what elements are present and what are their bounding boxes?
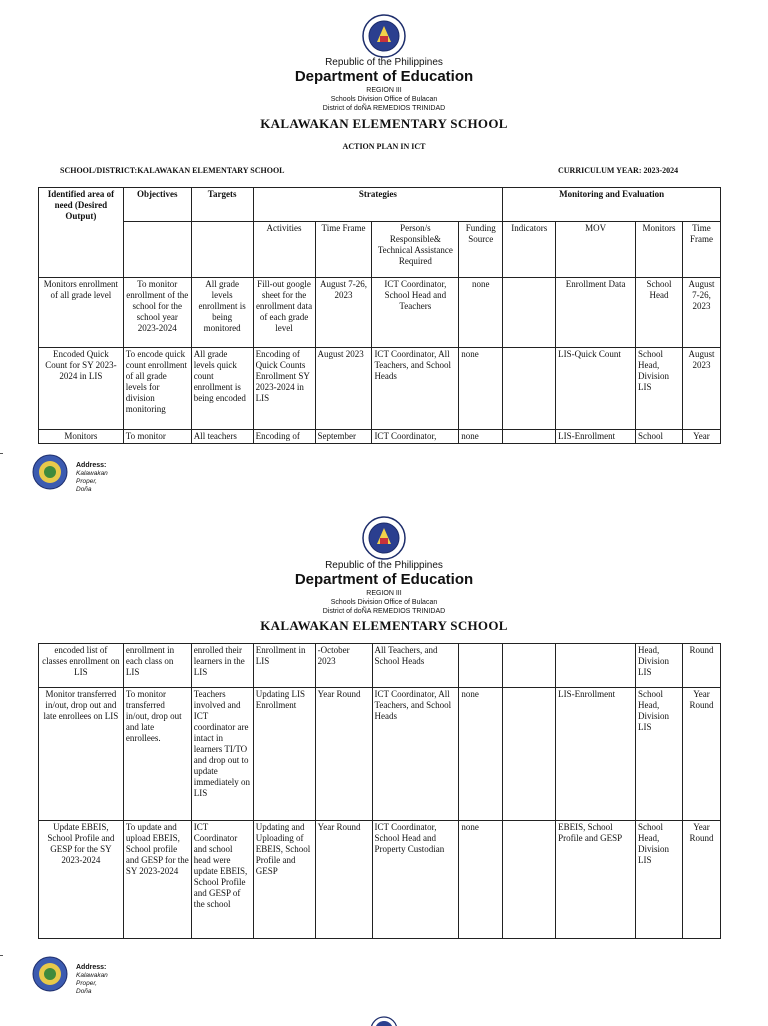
region-line: REGION III: [366, 87, 402, 94]
cell-time-frame: September: [315, 430, 372, 444]
header-strategies: Strategies: [253, 188, 503, 222]
cell-objectives: To encode quick count enrollment of all grade levels for division monitoring: [123, 348, 191, 430]
cell-funding: none: [459, 821, 503, 939]
table-row: [39, 430, 721, 444]
cell-time-frame: Year Round: [315, 821, 372, 939]
header-me-time-frame: Time Frame: [682, 222, 720, 278]
table-row: [39, 821, 721, 939]
footer-address: [76, 964, 108, 996]
cell-activities: Enrollment in LIS: [253, 644, 315, 688]
cell-me-time-frame: August 2023: [682, 348, 720, 430]
cell-area: Update EBEIS, School Profile and GESP for the SY 2023-2024: [39, 821, 124, 939]
cell-targets: Teachers involved and ICT coordinator are intact in learners TI/TO and drop out to update immediately on LIS: [191, 688, 253, 821]
cell-monitors: School Head: [636, 278, 683, 348]
cell-activities: Updating and Uploading of EBEIS, School Profile and GESP: [253, 821, 315, 939]
address-line: Proper,: [76, 980, 97, 987]
cell-me-time-frame: Year Round: [682, 821, 720, 939]
subheader-objectives-empty: [123, 222, 191, 278]
cell-indicators: [503, 430, 556, 444]
cell-targets: enrolled their learners in the LIS: [191, 644, 253, 688]
cell-me-time-frame: August 7-26, 2023: [682, 278, 720, 348]
page-edge-mark: [0, 453, 3, 454]
cell-objectives: To update and upload EBEIS, School profile and GESP for the SY 2023-2024: [123, 821, 191, 939]
school-name: KALAWAKAN ELEMENTARY SCHOOL: [260, 618, 508, 633]
cell-activities: Updating LIS Enrollment: [253, 688, 315, 821]
cell-area: Monitors enrollment of all grade level: [39, 278, 124, 348]
cell-funding: none: [459, 348, 503, 430]
footer-address: [76, 462, 108, 494]
header-objectives: Objectives: [123, 188, 191, 222]
cell-funding: none: [459, 278, 503, 348]
table-row: [39, 348, 721, 430]
cell-activities: Fill-out google sheet for the enrollment data of each grade level: [253, 278, 315, 348]
department-title: Department of Education: [294, 68, 474, 85]
document-title: ACTION PLAN IN ICT: [342, 142, 426, 151]
cell-person: ICT Coordinator, School Head and Teachers: [372, 278, 459, 348]
division-line: Schools Division Office of Bulacan: [330, 96, 438, 103]
cell-funding: none: [459, 688, 503, 821]
page-2: [0, 510, 768, 1024]
table-row: [39, 278, 721, 348]
cell-area: Monitors: [39, 430, 124, 444]
cell-person: All Teachers, and School Heads: [372, 644, 459, 688]
cell-mov: LIS-Enrollment: [556, 688, 636, 821]
cell-me-time-frame: Year: [682, 430, 720, 444]
table-header-row: [39, 188, 721, 222]
cell-me-time-frame: Year Round: [682, 688, 720, 821]
division-line: Schools Division Office of Bulacan: [330, 599, 438, 606]
action-plan-table-page-1: [38, 187, 721, 444]
address-label: Address:: [76, 964, 107, 971]
cell-objectives: enrollment in each class on LIS: [123, 644, 191, 688]
cell-area: Monitor transferred in/out, drop out and late enrollees on LIS: [39, 688, 124, 821]
header-area: Identified area of need (Desired Output): [39, 188, 124, 278]
action-plan-table-page-2: [38, 643, 721, 939]
cell-targets: All grade levels quick count enrollment is being encoded: [191, 348, 253, 430]
cell-indicators: [503, 278, 556, 348]
cell-person: ICT Coordinator,: [372, 430, 459, 444]
cell-targets: All teachers: [191, 430, 253, 444]
cell-funding: [459, 644, 503, 688]
cell-monitors: School Head, Division LIS: [636, 821, 683, 939]
cell-targets: All grade levels enrollment is being monitored: [191, 278, 253, 348]
address-line: Doña: [76, 486, 92, 493]
address-line: Doña: [76, 988, 92, 995]
cell-me-time-frame: Round: [682, 644, 720, 688]
district-line: District of doÑA REMEDIOS TRINIDAD: [322, 608, 446, 615]
cell-objectives: To monitor enrollment of the school for the school year 2023-2024: [123, 278, 191, 348]
cell-monitors: Head, Division LIS: [636, 644, 683, 688]
address-line: Proper,: [76, 478, 97, 485]
header-monitors: Monitors: [636, 222, 683, 278]
cell-time-frame: -October 2023: [315, 644, 372, 688]
cell-time-frame: August 2023: [315, 348, 372, 430]
table-row: [39, 644, 721, 688]
header-person: Person/s Responsible& Technical Assistance Required: [372, 222, 459, 278]
cell-person: ICT Coordinator, All Teachers, and School Heads: [372, 688, 459, 821]
cell-indicators: [503, 821, 556, 939]
cell-mov: Enrollment Data: [556, 278, 636, 348]
header-activities: Activities: [253, 222, 315, 278]
deped-round-logo-icon: [32, 956, 68, 992]
page-1: [0, 0, 768, 510]
deped-seal-icon: [370, 1016, 398, 1026]
address-label: Address:: [76, 462, 107, 469]
header-mov: MOV: [556, 222, 636, 278]
table-row: [39, 688, 721, 821]
address-line: Kalawakan: [76, 470, 108, 477]
region-line: REGION III: [366, 590, 402, 597]
cell-activities: Encoding of: [253, 430, 315, 444]
deped-round-logo-icon: [32, 454, 68, 490]
curriculum-year-label: CURRICULUM YEAR: 2023-2024: [558, 166, 679, 175]
cell-objectives: To monitor transferred in/out, drop out and late enrollees.: [123, 688, 191, 821]
cell-mov: LIS-Enrollment: [556, 430, 636, 444]
address-line: Kalawakan: [76, 972, 108, 979]
cell-targets: ICT Coordinator and school head were update EBEIS, School Profile and GESP of the school: [191, 821, 253, 939]
header-funding: Funding Source: [459, 222, 503, 278]
cell-mov: [556, 644, 636, 688]
school-district-label: SCHOOL/DISTRICT:KALAWAKAN ELEMENTARY SCHOOL: [60, 166, 285, 175]
header-monitoring: Monitoring and Evaluation: [503, 188, 721, 222]
header-targets: Targets: [191, 188, 253, 222]
cell-mov: EBEIS, School Profile and GESP: [556, 821, 636, 939]
cell-area: encoded list of classes enrollment on LIS: [39, 644, 124, 688]
header-time-frame: Time Frame: [315, 222, 372, 278]
cell-activities: Encoding of Quick Counts Enrollment SY 2023-2024 in LIS: [253, 348, 315, 430]
cell-person: ICT Coordinator, School Head and Property Custodian: [372, 821, 459, 939]
cell-time-frame: Year Round: [315, 688, 372, 821]
cell-area: Encoded Quick Count for SY 2023-2024 in LIS: [39, 348, 124, 430]
cell-time-frame: August 7-26, 2023: [315, 278, 372, 348]
cell-objectives: To monitor: [123, 430, 191, 444]
cell-indicators: [503, 348, 556, 430]
cell-indicators: [503, 644, 556, 688]
cell-indicators: [503, 688, 556, 821]
republic-line: Republic of the Philippines: [325, 57, 443, 68]
subheader-targets-empty: [191, 222, 253, 278]
cell-monitors: School Head, Division LIS: [636, 688, 683, 821]
district-line: District of doÑA REMEDIOS TRINIDAD: [322, 105, 446, 112]
deped-seal-icon: [362, 516, 406, 560]
header-indicators: Indicators: [503, 222, 556, 278]
cell-monitors: School Head, Division LIS: [636, 348, 683, 430]
cell-person: ICT Coordinator, All Teachers, and School Heads: [372, 348, 459, 430]
cell-funding: none: [459, 430, 503, 444]
republic-line: Republic of the Philippines: [325, 560, 443, 571]
cell-mov: LIS-Quick Count: [556, 348, 636, 430]
school-name: KALAWAKAN ELEMENTARY SCHOOL: [260, 116, 508, 131]
department-title: Department of Education: [294, 571, 474, 588]
table-subheader-row: [39, 222, 721, 278]
deped-seal-icon: [362, 14, 406, 58]
cell-monitors: School: [636, 430, 683, 444]
page-edge-mark: [0, 955, 3, 956]
